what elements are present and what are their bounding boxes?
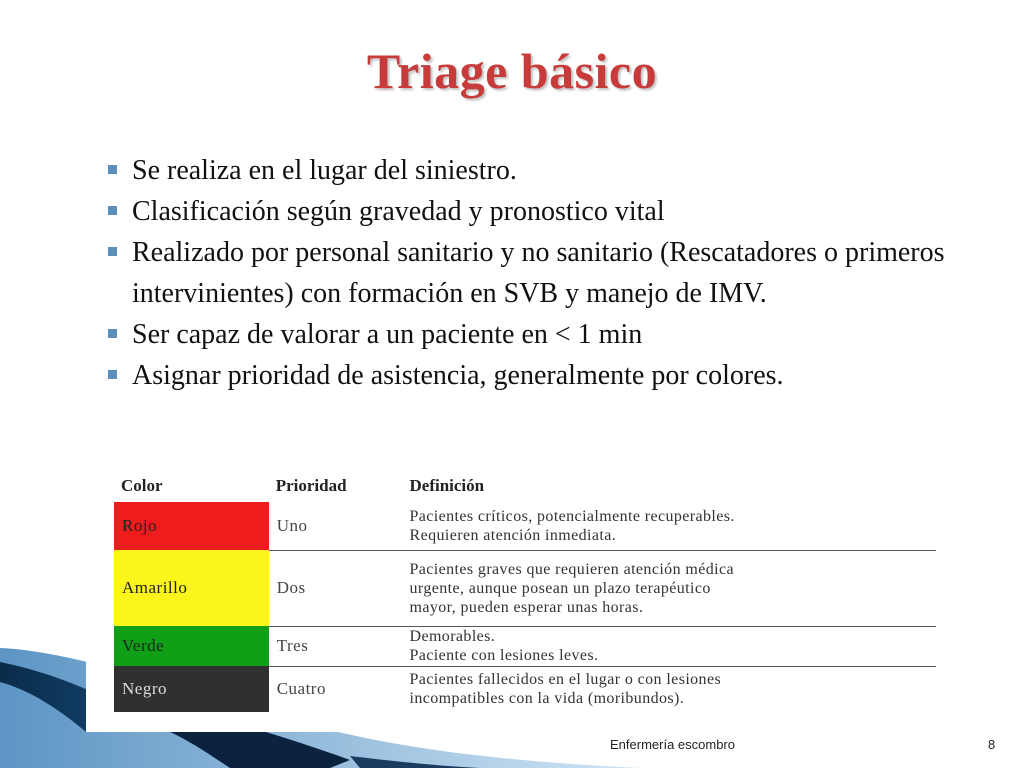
- bullet-text: Clasificación según gravedad y pronostico vital: [132, 196, 665, 227]
- header-definition: Definición: [409, 476, 485, 495]
- bullet-text: Ser capaz de valorar a un paciente en < 1 min: [132, 319, 643, 350]
- square-bullet-icon: [108, 165, 117, 174]
- triage-table: [114, 470, 936, 712]
- slide-title: Triage básico: [366, 43, 658, 99]
- definition-line: mayor, pueden esperar unas horas.: [409, 598, 644, 616]
- definition-cell: [403, 502, 937, 550]
- table-row: [114, 502, 936, 550]
- square-bullet-icon: [108, 206, 117, 215]
- bullet-text: Realizado por personal sanitario y no sanitario (Rescatadores o primeros intervinientes) con formación en SVB y manejo de IMV.: [132, 237, 945, 309]
- table-row: [114, 550, 936, 626]
- definition-line: incompatibles con la vida (moribundos).: [409, 690, 685, 708]
- definition-cell: [403, 550, 937, 626]
- definition-line: Pacientes fallecidos en el lugar o con lesiones: [409, 671, 722, 689]
- priority-cell: Tres: [269, 626, 403, 666]
- square-bullet-icon: [108, 370, 117, 379]
- bullet-list: [106, 150, 986, 396]
- definition-line: Paciente con lesiones leves.: [409, 647, 599, 664]
- bullet-text: Asignar prioridad de asistencia, generalmente por colores.: [132, 360, 784, 391]
- triage-table-image: [86, 470, 936, 732]
- priority-cell: Dos: [269, 550, 403, 626]
- header-priority: Prioridad: [275, 476, 347, 495]
- color-cell: Negro: [114, 666, 269, 712]
- square-bullet-icon: [108, 329, 117, 338]
- color-cell: Rojo: [114, 502, 269, 550]
- footer-course: Enfermería escombro: [610, 737, 735, 752]
- page-number: 8: [988, 737, 996, 752]
- header-color: Color: [121, 476, 163, 495]
- definition-line: Pacientes críticos, potencialmente recuperables.: [409, 507, 735, 525]
- definition-line: Requieren atención inmediata.: [409, 526, 617, 544]
- definition-line: Pacientes graves que requieren atención médica: [409, 560, 734, 578]
- color-cell: Amarillo: [114, 550, 269, 626]
- priority-cell: Uno: [269, 502, 403, 550]
- definition-line: Demorables.: [409, 628, 496, 645]
- color-cell: Verde: [114, 626, 269, 666]
- definition-cell: [403, 666, 937, 712]
- bullet-text: Se realiza en el lugar del siniestro.: [132, 155, 517, 186]
- bullet-item: [106, 150, 986, 191]
- priority-cell: Cuatro: [276, 679, 326, 699]
- definition-cell: [403, 626, 937, 666]
- bullet-item: [106, 355, 986, 396]
- table-row: [114, 626, 936, 666]
- definition-line: urgente, aunque posean un plazo terapéutico: [409, 579, 711, 597]
- bullet-item: [106, 232, 986, 314]
- table-header-row: [114, 470, 936, 502]
- square-bullet-icon: [108, 247, 117, 256]
- table-row: [114, 666, 936, 712]
- bullet-item: [106, 191, 986, 232]
- bullet-item: [106, 314, 986, 355]
